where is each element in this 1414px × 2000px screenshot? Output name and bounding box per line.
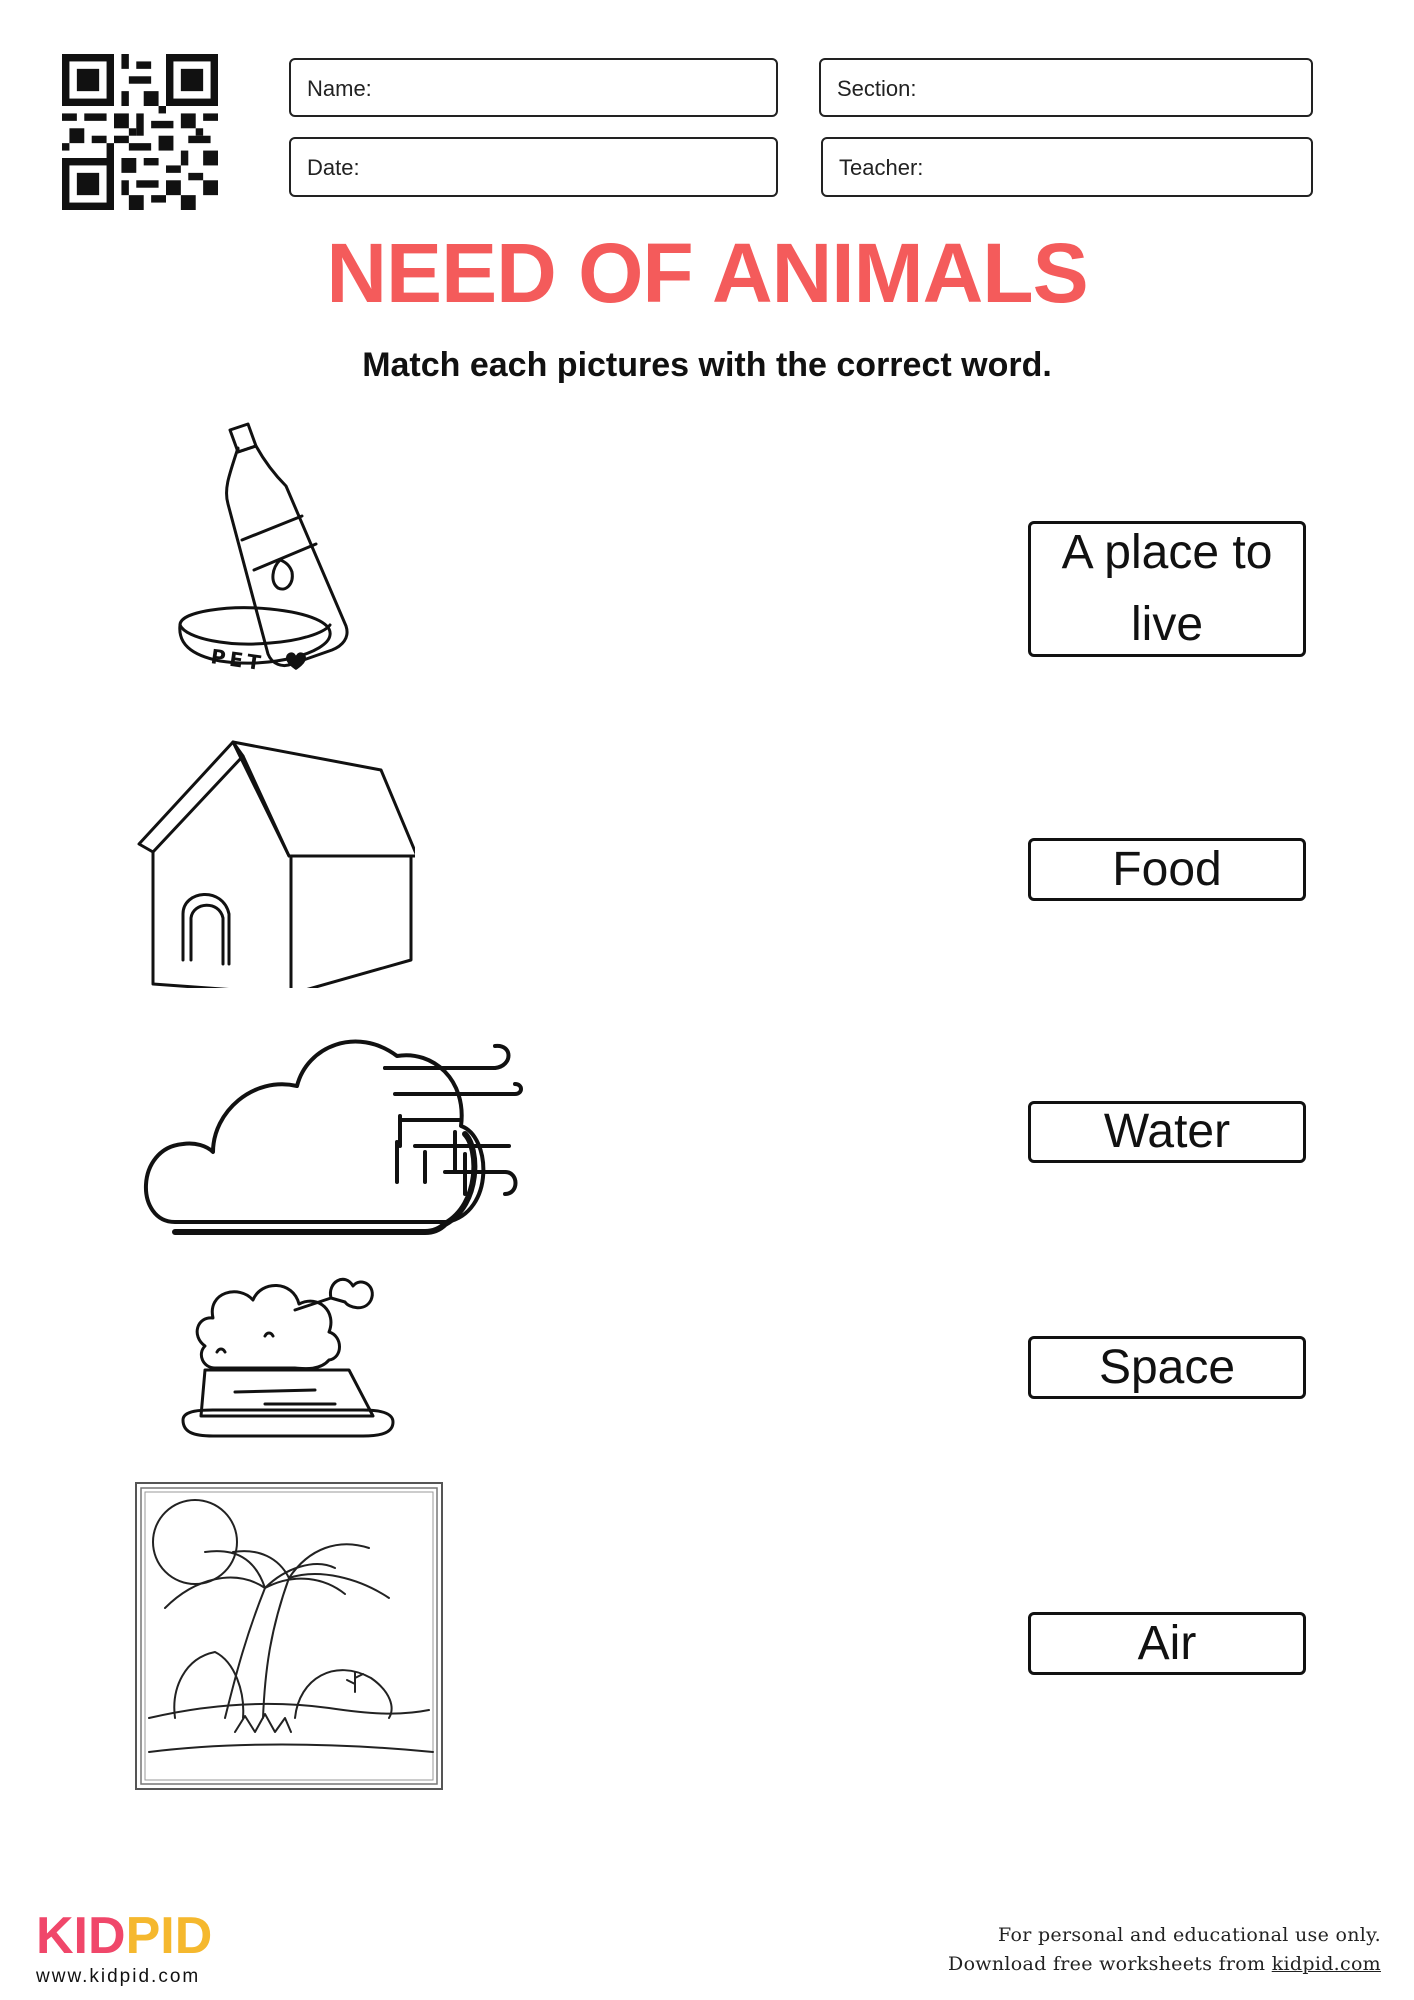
word-label: Space [1098,1340,1236,1394]
date-field[interactable] [289,137,778,197]
dog-house-icon [135,738,415,988]
instruction-text: Match each pictures with the correct word. [362,346,1052,384]
teacher-label: Teacher: [839,155,924,180]
word-box-space[interactable] [1028,1336,1306,1399]
teacher-field[interactable] [821,137,1313,197]
section-field[interactable] [819,58,1313,117]
word-box-water[interactable] [1028,1101,1306,1163]
word-label: Food [1112,842,1222,896]
name-field[interactable] [289,58,778,117]
word-label: A place to live [1061,526,1273,651]
food-bowl-with-bone-icon [175,1270,415,1450]
usage-note: For personal and educational use only. [998,1924,1381,1946]
brand-pid: PID [125,1907,213,1965]
name-label: Name: [307,76,372,101]
island-palm-trees-scene-icon [135,1482,443,1790]
windy-cloud-icon [135,1022,535,1242]
section-label: Section: [837,76,917,101]
brand-url: www.kidpid.com [36,1966,201,1987]
page-title: NEED OF ANIMALS [326,226,1088,320]
word-label: Air [1137,1616,1197,1670]
brand-logo [36,1906,212,1966]
word-box-food[interactable] [1028,838,1306,901]
word-label: Water [1103,1105,1231,1158]
date-label: Date: [307,155,360,180]
word-box-place-to-live[interactable] [1028,521,1306,657]
download-note [948,1953,1381,1975]
kidpid-link[interactable]: kidpid.com [1271,1953,1381,1975]
word-box-air[interactable] [1028,1612,1306,1675]
download-note-prefix: Download free worksheets from [948,1953,1272,1975]
pet-bowl-text: PET [209,644,267,676]
qr-code-icon [62,54,218,210]
brand-kid: KID [36,1907,126,1965]
water-bottle-and-pet-bowl-icon [170,420,390,690]
